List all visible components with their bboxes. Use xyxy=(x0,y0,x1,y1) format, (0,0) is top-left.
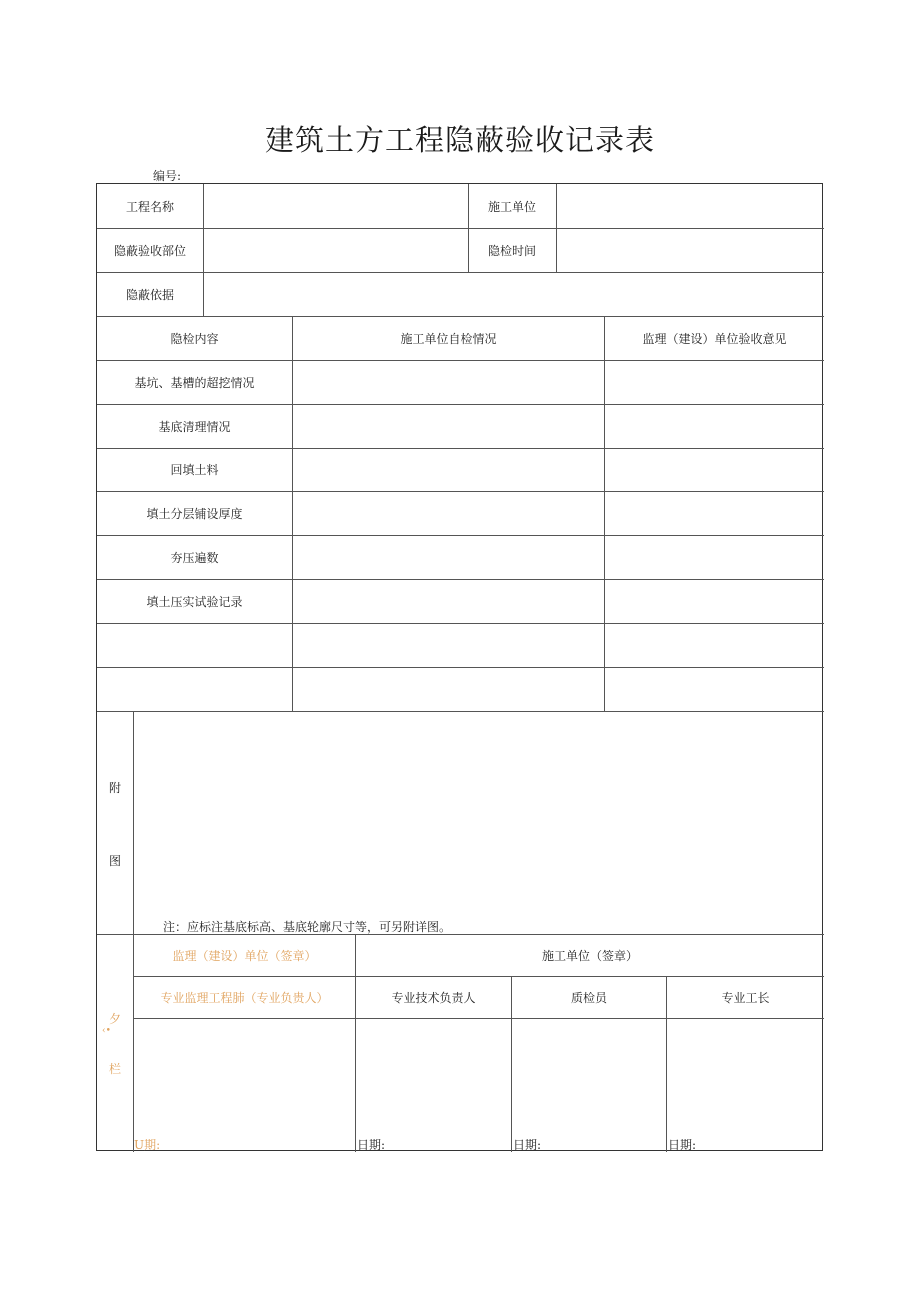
item-label: 夯压遍数 xyxy=(170,550,219,565)
foreman-header: 专业工长 xyxy=(721,990,770,1005)
project-name-label: 工程名称 xyxy=(125,199,174,214)
row-divider xyxy=(133,1018,824,1019)
item-label: 填土压实试验记录 xyxy=(146,594,243,609)
tech-lead-date-label: 日期: xyxy=(357,1138,386,1152)
item-label: 回填土料 xyxy=(170,463,219,477)
hidden-basis-value[interactable] xyxy=(204,272,824,316)
construction-unit-value[interactable] xyxy=(557,184,824,228)
attachment-label-char: 图 xyxy=(109,854,122,868)
signature-side-char: ‹• xyxy=(102,1026,111,1036)
inspection-form xyxy=(96,183,823,1151)
item-label: 基坑、基槽的超挖情况 xyxy=(134,375,255,390)
item-label: 填土分层铺设厚度 xyxy=(146,506,243,521)
column-header-supervision-opinion: 监理（建设）单位验收意见 xyxy=(642,331,787,346)
attachment-label-char: 附 xyxy=(109,781,122,795)
signature-side-char: 栏 xyxy=(109,1062,122,1076)
col-divider xyxy=(604,316,605,711)
inspection-time-value[interactable] xyxy=(557,228,824,272)
hidden-basis-label: 隐蔽依据 xyxy=(125,287,174,302)
item-label: 基底清理情况 xyxy=(158,419,231,434)
record-number-label: 编号: xyxy=(153,169,182,183)
item-label xyxy=(97,667,292,711)
attachment-note: 注：应标注基底标高、基底轮廓尺寸等，可另附详图。 xyxy=(163,920,452,934)
item-label xyxy=(97,623,292,667)
attachment-drawing-area[interactable] xyxy=(134,712,824,912)
column-header-self-check: 施工单位自检情况 xyxy=(400,331,497,346)
page-title: 建筑土方工程隐蔽验收记录表 xyxy=(264,123,655,157)
construction-unit-seal-header: 施工单位（签章） xyxy=(541,948,638,963)
supervision-date-label: U期: xyxy=(134,1138,161,1152)
hidden-part-value[interactable] xyxy=(204,228,468,272)
col-divider xyxy=(292,316,293,711)
project-name-value[interactable] xyxy=(204,184,468,228)
quality-inspector-header: 质检员 xyxy=(570,990,607,1005)
tech-lead-header: 专业技术负责人 xyxy=(391,990,476,1005)
quality-inspector-date-label: 日期: xyxy=(513,1138,542,1152)
supervision-unit-seal-header: 监理（建设）单位（签章） xyxy=(172,948,317,963)
column-header-content: 隐检内容 xyxy=(170,331,219,346)
supervision-engineer-header: 专业监理工程肺（专业负贵人） xyxy=(160,990,329,1005)
construction-unit-label: 施工单位 xyxy=(487,199,536,214)
inspection-time-label: 隐检时间 xyxy=(487,243,536,258)
signature-side-char: 夕 xyxy=(109,1012,122,1026)
hidden-part-label: 隐蔽验收部位 xyxy=(113,243,186,258)
foreman-date-label: 日期: xyxy=(668,1138,697,1152)
